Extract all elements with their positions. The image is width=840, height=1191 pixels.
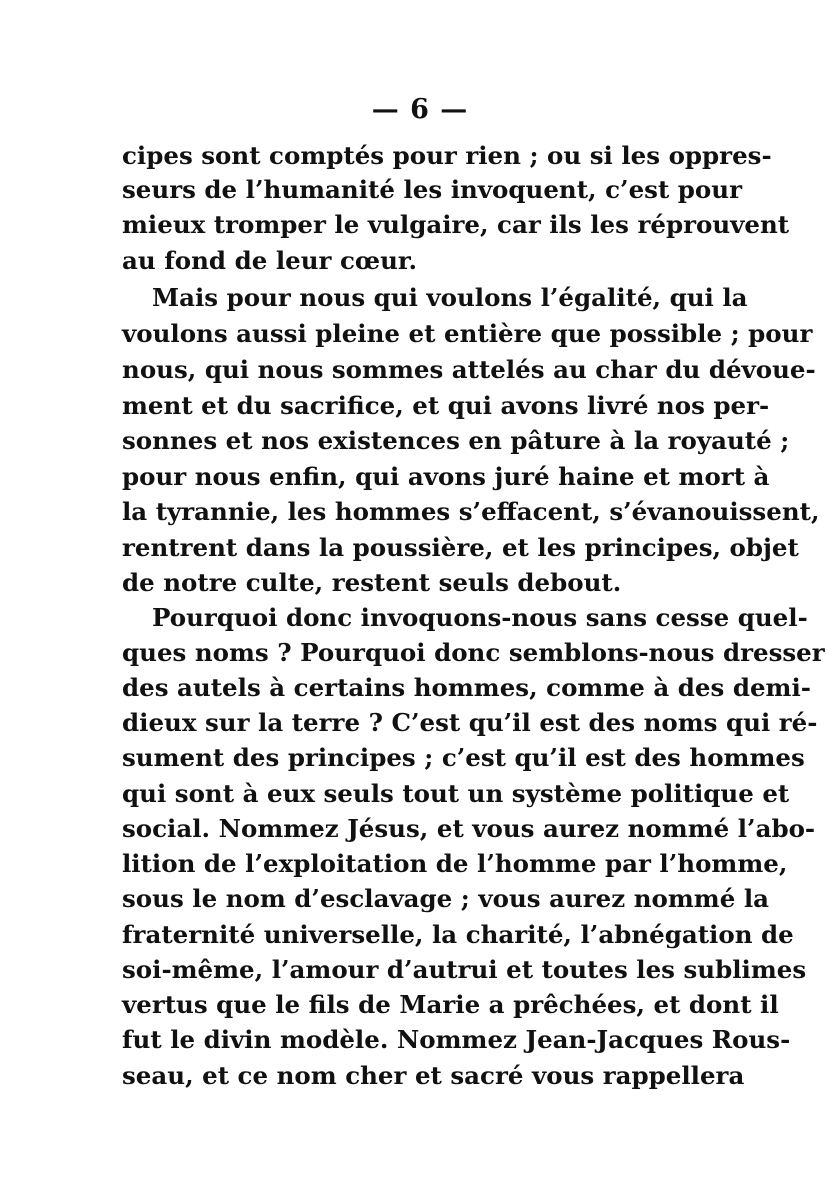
text-line: dieux sur la terre ? C’est qu’il est des noms qui ré- <box>122 708 818 737</box>
text-line: Pourquoi donc invoquons-nous sans cesse quel- <box>152 603 808 632</box>
text-line: fut le divin modèle. Nommez Jean-Jacques Rous- <box>122 1025 791 1054</box>
text-line: nous, qui nous sommes attelés au char du dévoue- <box>122 355 816 384</box>
text-line: ment et du sacrifice, et qui avons livré nos per- <box>122 391 770 420</box>
text-line: sous le nom d’esclavage ; vous aurez nommé la <box>122 884 770 913</box>
text-line: des autels à certains hommes, comme à des demi- <box>122 673 811 702</box>
text-line: sument des principes ; c’est qu’il est des hommes <box>122 743 805 772</box>
text-line: pour nous enfin, qui avons juré haine et mort à <box>122 462 770 491</box>
text-line: social. Nommez Jésus, et vous aurez nommé l’abo- <box>122 814 816 843</box>
text-line: de notre culte, restent seuls debout. <box>122 568 622 597</box>
text-line: mieux tromper le vulgaire, car ils les réprouvent <box>122 210 790 239</box>
text-line: soi-même, l’amour d’autrui et toutes les sublimes <box>122 955 807 984</box>
page-number: — 6 — <box>371 94 469 125</box>
text-line: seau, et ce nom cher et sacré vous rappellera <box>122 1061 745 1090</box>
text-line: rentrent dans la poussière, et les principes, objet <box>122 533 799 562</box>
text-line: qui sont à eux seuls tout un système politique et <box>122 779 790 808</box>
text-line: seurs de l’humanité les invoquent, c’est pour <box>122 175 742 204</box>
text-line: lition de l’exploitation de l’homme par l’homme, <box>122 849 788 878</box>
text-line: sonnes et nos existences en pâture à la royauté ; <box>122 426 790 455</box>
text-line: vertus que le fils de Marie a prêchées, et dont il <box>122 990 779 1019</box>
text-line: Mais pour nous qui voulons l’égalité, qui la <box>152 283 748 312</box>
text-line: au fond de leur cœur. <box>122 246 418 275</box>
text-line: fraternité universelle, la charité, l’abnégation de <box>122 920 794 949</box>
text-line: cipes sont comptés pour rien ; ou si les oppres- <box>122 141 772 170</box>
text-line: voulons aussi pleine et entière que possible ; pour <box>122 319 813 348</box>
text-line: ques noms ? Pourquoi donc semblons-nous dresser <box>122 638 825 667</box>
text-line: la tyrannie, les hommes s’effacent, s’évanouissent, <box>122 497 820 526</box>
